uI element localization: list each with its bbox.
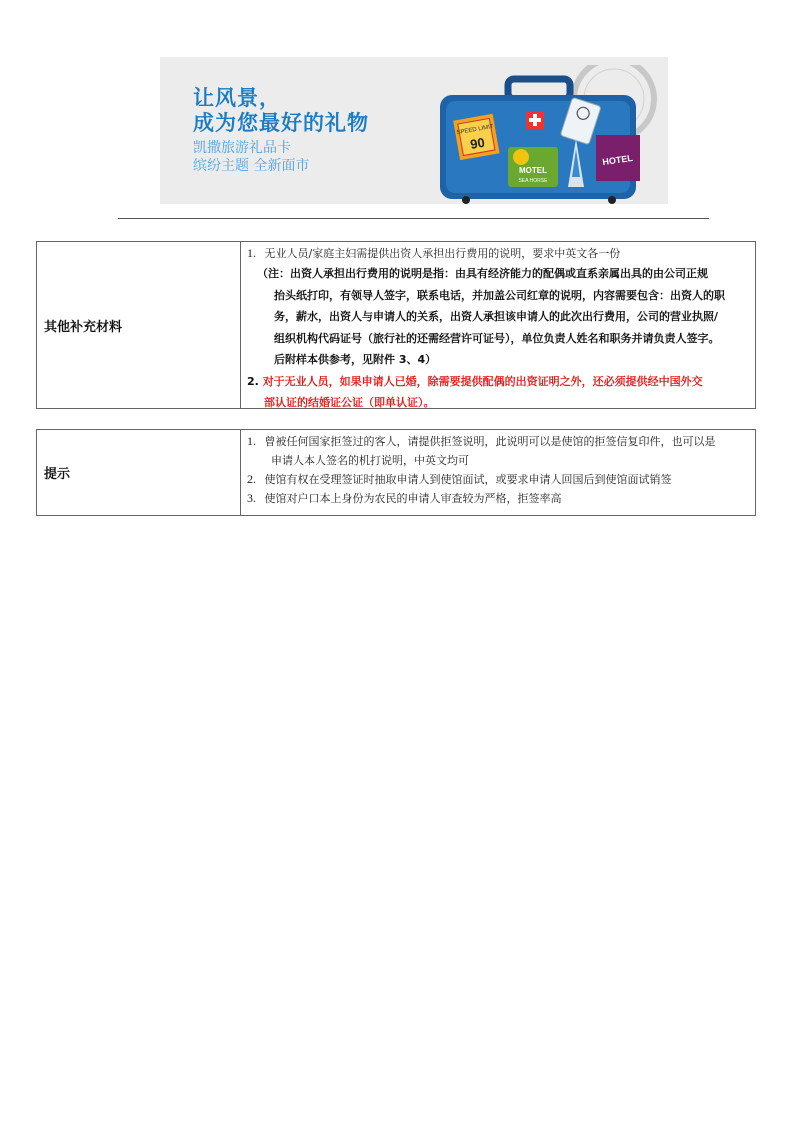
svg-text:90: 90 bbox=[469, 134, 486, 153]
item-number: 2. bbox=[247, 374, 259, 388]
tips-table bbox=[36, 429, 756, 516]
suitcase-illustration bbox=[436, 65, 668, 204]
tips-content bbox=[241, 430, 755, 515]
sponsor-note bbox=[247, 263, 747, 371]
other-materials-table bbox=[36, 241, 756, 409]
item-number: 2. bbox=[247, 472, 256, 486]
other-materials-label: 其他补充材料 bbox=[37, 242, 241, 408]
other-item-2 bbox=[247, 371, 747, 414]
item-text-cont: 部认证的结婚证公证（即单认证）。 bbox=[264, 396, 435, 409]
speed-limit-sticker-icon bbox=[453, 114, 499, 160]
note-line: 组织机构代码证号（旅行社的还需经营许可证号），单位负责人姓名和职务并请负责人签字。 bbox=[274, 331, 720, 345]
note-line: 后附样本供参考，见附件 3、4） bbox=[274, 353, 437, 366]
item-number: 1. bbox=[247, 434, 256, 448]
item-text: 无业人员/家庭主妇需提供出资人承担出行费用的说明，要求中英文各一份 bbox=[264, 247, 621, 260]
item-text-cont: 申请人本人签名的机打说明，中英文均可 bbox=[271, 454, 469, 467]
item-text: 对于无业人员，如果申请人已婚，除需要提供配偶的出资证明之外，还必须提供经中国外交 bbox=[262, 374, 703, 388]
banner-subline-1: 凯撒旅游礼品卡 bbox=[193, 140, 291, 156]
item-text: 使馆有权在受理签证时抽取申请人到使馆面试，或要求申请人回国后到使馆面试销签 bbox=[264, 473, 672, 486]
tip-item-3 bbox=[247, 489, 747, 508]
banner-subline-2: 缤纷主题 全新面市 bbox=[193, 158, 310, 174]
item-text: 使馆对户口本上身份为农民的申请人审查较为严格，拒签率高 bbox=[264, 492, 562, 505]
header-divider bbox=[118, 218, 709, 219]
item-text: 曾被任何国家拒签过的客人，请提供拒签说明，此说明可以是使馆的拒签信复印件，也可以是 bbox=[264, 435, 716, 448]
tip-item-2 bbox=[247, 470, 747, 489]
item-number: 1. bbox=[247, 246, 256, 260]
motel-sticker-icon bbox=[508, 147, 558, 187]
svg-text:SPEED LIMIT: SPEED LIMIT bbox=[456, 123, 495, 137]
promo-banner bbox=[160, 57, 668, 204]
item-number: 3. bbox=[247, 491, 256, 505]
tip-item-1 bbox=[247, 432, 747, 470]
svg-text:MOTEL: MOTEL bbox=[519, 166, 547, 175]
note-line: （注：出资人承担出行费用的说明是指：由具有经济能力的配偶或直系亲属出具的由公司正规 bbox=[257, 267, 708, 280]
other-item-1 bbox=[247, 244, 747, 263]
note-line: 抬头纸打印，有领导人签字，联系电话，并加盖公司红章的说明，内容需要包含：出资人的职 bbox=[274, 288, 725, 302]
tips-label: 提示 bbox=[37, 430, 241, 515]
note-line: 务，薪水，出资人与申请人的关系，出资人承担该申请人的此次出行费用，公司的营业执照/ bbox=[274, 310, 719, 323]
svg-text:SEA HORSE: SEA HORSE bbox=[518, 178, 548, 184]
svg-text:HOTEL: HOTEL bbox=[601, 152, 634, 168]
swiss-cross-icon bbox=[526, 111, 544, 129]
hotel-sticker-icon bbox=[596, 135, 640, 181]
banner-headline-1: 让风景， bbox=[193, 86, 281, 110]
banner-headline-2: 成为您最好的礼物 bbox=[193, 111, 369, 135]
other-materials-content bbox=[241, 242, 755, 408]
